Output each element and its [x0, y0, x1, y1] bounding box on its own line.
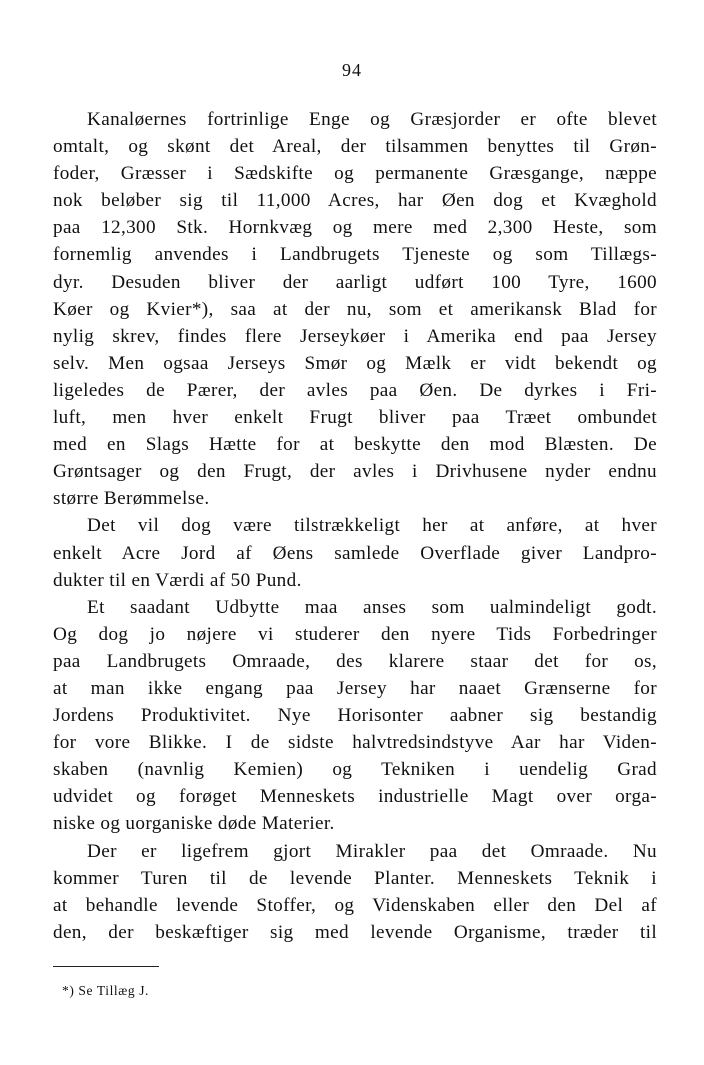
text-line: den, der beskæftiger sig med levende Organisme, træder til [53, 921, 657, 943]
text-line: Og dog jo nøjere vi studerer den nyere Tids Forbedringer [53, 623, 657, 645]
text-line: Jordens Produktivitet. Nye Horisonter aabner sig bestandig [53, 705, 657, 727]
text-line: dyr. Desuden bliver der aarligt udført 100 Tyre, 1600 [53, 271, 657, 293]
text-line: Det vil dog være tilstrækkeligt her at anføre, at hver [87, 515, 657, 537]
text-line: enkelt Acre Jord af Øens samlede Overflade giver Landpro- [53, 542, 657, 564]
text-line: Der er ligefrem gjort Mirakler paa det Omraade. Nu [87, 840, 657, 862]
text-line: dukter til en Værdi af 50 Pund. [53, 569, 302, 591]
text-line: paa Landbrugets Omraade, des klarere staar det for os, [53, 650, 657, 672]
text-line: fornemlig anvendes i Landbrugets Tjeneste og som Tillægs- [53, 244, 657, 266]
text-line: luft, men hver enkelt Frugt bliver paa Træet ombundet [53, 407, 657, 429]
text-line: udvidet og forøget Menneskets industrielle Magt over orga- [53, 786, 657, 808]
text-line: niske og uorganiske døde Materier. [53, 813, 335, 835]
text-line: ligeledes de Pærer, der avles paa Øen. De dyrkes i Fri- [53, 379, 657, 401]
footnote: *) Se Tillæg J. [62, 983, 150, 998]
text-line: nok beløber sig til 11,000 Acres, har Øen dog et Kvæghold [53, 190, 657, 212]
page-number: 94 [342, 60, 362, 80]
text-line: Grøntsager og den Frugt, der avles i Drivhusene nyder endnu [53, 461, 657, 483]
text-line: selv. Men ogsaa Jerseys Smør og Mælk er vidt bekendt og [53, 352, 657, 374]
text-line: Et saadant Udbytte maa anses som ualmindeligt godt. [87, 596, 657, 618]
text-line: med en Slags Hætte for at beskytte den mod Blæsten. De [53, 434, 657, 456]
footnote-divider [53, 966, 159, 967]
text-line: at man ikke engang paa Jersey har naaet Grænserne for [53, 677, 657, 699]
text-line: Køer og Kvier*), saa at der nu, som et amerikansk Blad for [53, 298, 657, 320]
text-line: nylig skrev, findes flere Jerseykøer i Amerika end paa Jersey [53, 325, 657, 347]
text-line: større Berømmelse. [53, 488, 210, 510]
text-line: omtalt, og skønt det Areal, der tilsammen benyttes til Grøn- [53, 136, 657, 158]
text-line: at behandle levende Stoffer, og Videnskaben eller den Del af [53, 894, 657, 916]
text-line: paa 12,300 Stk. Hornkvæg og mere med 2,300 Heste, som [53, 217, 657, 239]
body-text [53, 106, 657, 946]
text-line: skaben (navnlig Kemien) og Tekniken i uendelig Grad [53, 759, 657, 781]
text-line: Kanaløernes fortrinlige Enge og Græsjorder er ofte blevet [87, 109, 657, 130]
text-line: kommer Turen til de levende Planter. Menneskets Teknik i [53, 867, 657, 889]
text-line: for vore Blikke. I de sidste halvtredsindstyve Aar har Viden- [53, 732, 657, 754]
text-line: foder, Græsser i Sædskifte og permanente Græsgange, næppe [53, 163, 657, 185]
